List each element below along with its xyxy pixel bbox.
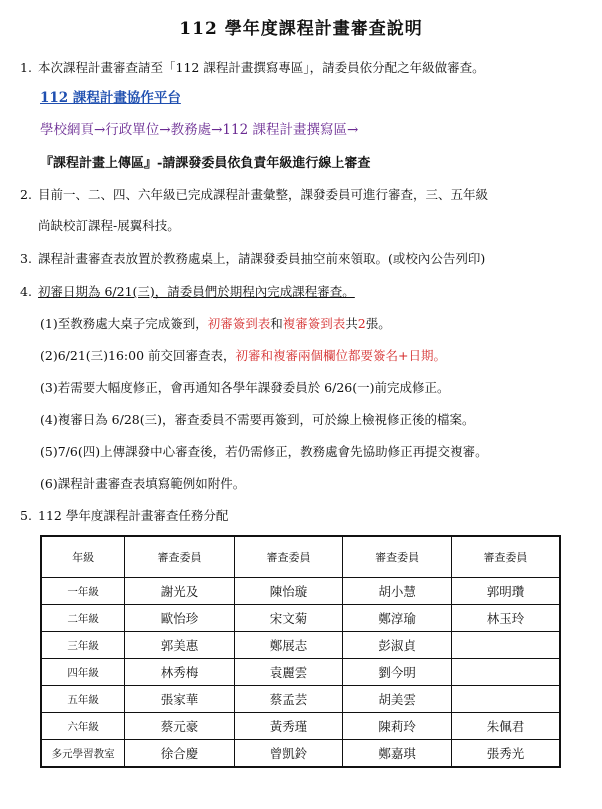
reviewer-cell: 鄭嘉琪 xyxy=(343,740,452,768)
upload-note-text: 『課程計畫上傳區』-請課發委員依負責年級進行線上審查 xyxy=(40,156,371,171)
table-row xyxy=(41,632,560,659)
grade-cell: 三年級 xyxy=(41,632,125,659)
header-reviewer-3: 審查委員 xyxy=(343,536,452,578)
header-reviewer-4: 審查委員 xyxy=(451,536,560,578)
item-5-number: 5. xyxy=(20,508,32,523)
reviewer-cell: 張秀光 xyxy=(451,740,560,768)
item-4 xyxy=(20,284,355,300)
sub-1-text-b: 和 xyxy=(270,316,283,331)
reviewer-cell: 黃秀瑾 xyxy=(234,713,343,740)
reviewer-cell: 彭淑貞 xyxy=(343,632,452,659)
table-row xyxy=(41,686,560,713)
reviewer-cell: 林玉玲 xyxy=(451,605,560,632)
item-4-sub-1 xyxy=(40,316,391,332)
reviewer-cell: 鄭展志 xyxy=(234,632,343,659)
reviewer-cell: 胡小慧 xyxy=(343,578,452,605)
upload-note xyxy=(40,155,370,172)
table-row xyxy=(41,605,560,632)
table-row xyxy=(41,713,560,740)
reviewer-cell: 謝光及 xyxy=(125,578,235,605)
header-grade: 年級 xyxy=(41,536,125,578)
grade-cell: 二年級 xyxy=(41,605,125,632)
grade-cell: 六年級 xyxy=(41,713,125,740)
reviewer-cell: 曾凱鈴 xyxy=(234,740,343,768)
reviewer-cell: 袁麗雲 xyxy=(234,659,343,686)
reviewer-cell: 徐合慶 xyxy=(125,740,235,768)
platform-link[interactable]: 112 課程計畫協作平台 xyxy=(40,90,181,106)
reviewer-cell: 蔡元豪 xyxy=(125,713,235,740)
header-reviewer-1: 審查委員 xyxy=(125,536,235,578)
item-4-sub-5 xyxy=(40,444,488,460)
item-4-number: 4. xyxy=(20,284,32,299)
item-1-number: 1. xyxy=(20,60,32,75)
review-assignment-table xyxy=(40,535,561,768)
item-4-sub-3 xyxy=(40,380,450,396)
table-row xyxy=(41,740,560,768)
sub-2-text-a: (2)6/21(三)16:00 前交回審查表， xyxy=(40,348,236,363)
item-2-line-2: 尚缺校訂課程-展翼科技。 xyxy=(38,218,180,233)
table-row xyxy=(41,659,560,686)
sheet-count: 2 xyxy=(357,316,366,331)
reviewer-cell: 陳莉玲 xyxy=(343,713,452,740)
item-4-sub-2 xyxy=(40,348,446,364)
sub-1-text-a: (1)至教務處大桌子完成簽到， xyxy=(40,316,208,331)
reviewer-cell: 宋文菊 xyxy=(234,605,343,632)
reviewer-cell: 林秀梅 xyxy=(125,659,235,686)
item-4-sub-4 xyxy=(40,412,475,428)
header-reviewer-2: 審查委員 xyxy=(234,536,343,578)
navigation-path xyxy=(40,122,358,138)
item-4-text: 初審日期為 6/21(三)，請委員們於期程內完成課程審查。 xyxy=(38,284,355,299)
review-signin-sheet: 複審簽到表 xyxy=(282,316,346,331)
initial-signin-sheet: 初審簽到表 xyxy=(207,316,271,331)
reviewer-cell: 陳怡璇 xyxy=(234,578,343,605)
item-5 xyxy=(20,508,228,524)
item-2-continued xyxy=(38,218,180,234)
item-2 xyxy=(20,187,488,203)
sub-5-text: (5)7/6(四)上傳課發中心審查後，若仍需修正，教務處會先協助修正再提交複審。 xyxy=(40,444,488,459)
reviewer-cell xyxy=(451,686,560,713)
grade-cell: 四年級 xyxy=(41,659,125,686)
reviewer-cell xyxy=(451,632,560,659)
platform-link-row xyxy=(40,90,181,106)
item-1-text: 本次課程計畫審查請至「112 課程計畫撰寫專區」，請委員依分配之年級做審查。 xyxy=(38,60,485,75)
sub-2-highlight: 初審和複審兩個欄位都要簽名+日期。 xyxy=(235,348,447,363)
item-2-number: 2. xyxy=(20,187,32,202)
navigation-path-text: 學校網頁→行政單位→教務處→112 課程計畫撰寫區→ xyxy=(40,122,359,138)
sub-1-text-c: 共 xyxy=(345,316,358,331)
sub-4-text: (4)複審日為 6/28(三)，審查委員不需要再簽到，可於線上檢視修正後的檔案。 xyxy=(40,412,475,427)
item-5-text: 112 學年度課程計畫審查任務分配 xyxy=(38,508,229,523)
reviewer-cell: 蔡孟芸 xyxy=(234,686,343,713)
reviewer-cell: 朱佩君 xyxy=(451,713,560,740)
item-3 xyxy=(20,251,485,267)
item-3-number: 3. xyxy=(20,251,32,266)
reviewer-cell: 鄭淳瑜 xyxy=(343,605,452,632)
grade-cell: 多元學習教室 xyxy=(41,740,125,768)
reviewer-cell: 郭明瓚 xyxy=(451,578,560,605)
item-3-text: 課程計畫審查表放置於教務處桌上，請課發委員抽空前來領取。(或校內公告列印) xyxy=(38,251,486,266)
reviewer-cell: 張家華 xyxy=(125,686,235,713)
sub-1-text-d: 張。 xyxy=(365,316,391,331)
reviewer-cell: 歐怡珍 xyxy=(125,605,235,632)
table-header-row xyxy=(41,536,560,578)
reviewer-cell: 胡美雲 xyxy=(343,686,452,713)
reviewer-cell xyxy=(451,659,560,686)
page-title: 112 學年度課程計畫審查說明 xyxy=(179,19,423,39)
grade-cell: 一年級 xyxy=(41,578,125,605)
reviewer-cell: 郭美惠 xyxy=(125,632,235,659)
item-1 xyxy=(20,60,485,76)
sub-6-text: (6)課程計畫審查表填寫範例如附件。 xyxy=(40,476,246,491)
grade-cell: 五年級 xyxy=(41,686,125,713)
reviewer-cell: 劉今明 xyxy=(343,659,452,686)
item-4-sub-6 xyxy=(40,476,245,492)
sub-3-text: (3)若需要大幅度修正，會再通知各學年課發委員於 6/26(一)前完成修正。 xyxy=(40,380,450,395)
item-2-line-1: 目前一、二、四、六年級已完成課程計畫彙整，課發委員可進行審查，三、五年級 xyxy=(38,187,489,202)
table-row xyxy=(41,578,560,605)
